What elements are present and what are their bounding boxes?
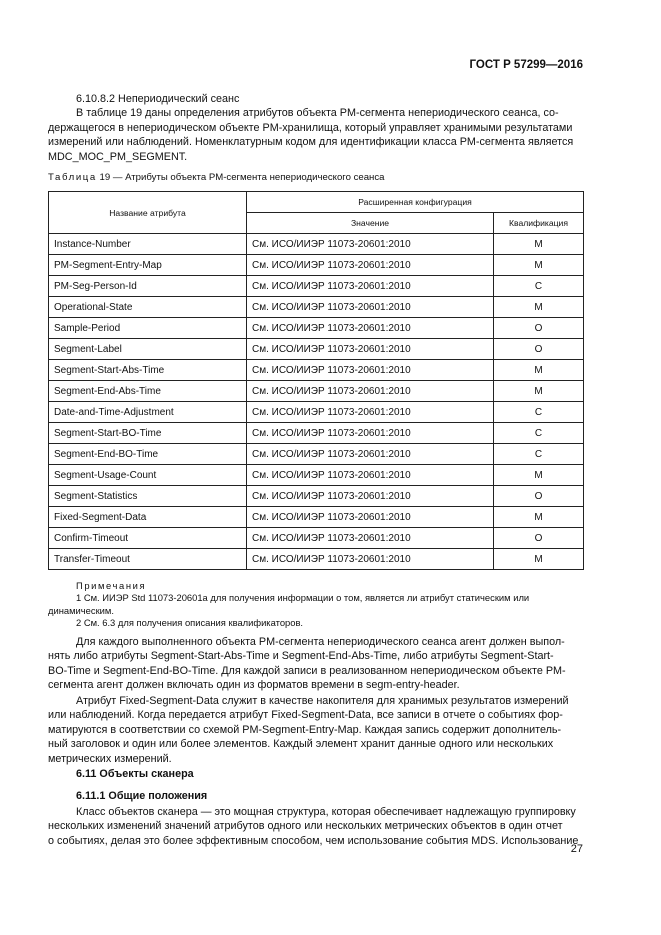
- attribute-name-cell: Instance-Number: [49, 234, 247, 255]
- attribute-name-cell: Segment-End-Abs-Time: [49, 381, 247, 402]
- attribute-qualification-cell: M: [494, 381, 584, 402]
- attribute-name-cell: Date-and-Time-Adjustment: [49, 402, 247, 423]
- attribute-name-cell: Segment-Start-Abs-Time: [49, 360, 247, 381]
- attribute-value-cell: См. ИСО/ИИЭР 11073-20601:2010: [247, 276, 494, 297]
- text-line: измерений или наблюдений. Номенклатурным кодом для идентификации класса PM-сегмента является: [48, 136, 574, 149]
- table-row: [49, 486, 584, 507]
- text-line: BO-Time и Segment-End-BO-Time. Для каждой записи в реализованном непериодическом объекте PM-: [48, 664, 566, 677]
- table-row: [49, 339, 584, 360]
- attribute-value-cell: См. ИСО/ИИЭР 11073-20601:2010: [247, 297, 494, 318]
- attribute-name-cell: Segment-Statistics: [49, 486, 247, 507]
- attribute-value-cell: См. ИСО/ИИЭР 11073-20601:2010: [247, 444, 494, 465]
- table-row: [49, 276, 584, 297]
- paragraph-agent: [48, 635, 584, 693]
- page-number: 27: [570, 843, 583, 855]
- paragraph: [48, 106, 584, 164]
- attribute-qualification-cell: C: [494, 276, 584, 297]
- text-line: сегмента агент должен включать один из форматов времени в segm-entry-header.: [48, 679, 460, 692]
- section-6-10-8-2: [48, 92, 584, 164]
- attribute-qualification-cell: C: [494, 402, 584, 423]
- attribute-name-cell: Sample-Period: [49, 318, 247, 339]
- table-row: [49, 381, 584, 402]
- table-row: [49, 360, 584, 381]
- table-row: [49, 297, 584, 318]
- table-row: [49, 549, 584, 570]
- attribute-name-cell: Segment-Start-BO-Time: [49, 423, 247, 444]
- note-line: 2 См. 6.3 для получения описания квалификаторов.: [76, 617, 304, 629]
- attribute-qualification-cell: M: [494, 507, 584, 528]
- attribute-name-cell: Fixed-Segment-Data: [49, 507, 247, 528]
- header-attribute-name: Название атрибута: [49, 192, 247, 234]
- attribute-name-cell: Confirm-Timeout: [49, 528, 247, 549]
- section-6-11-1-text: [48, 805, 584, 848]
- table-caption: [48, 172, 384, 183]
- text-line: держащегося в непериодическом объекте PM-хранилища, который управляет хранимыми результатами: [48, 121, 573, 134]
- table-caption-text: 19 — Атрибуты объекта PM-сегмента непериодического сеанса: [96, 172, 385, 183]
- attribute-value-cell: См. ИСО/ИИЭР 11073-20601:2010: [247, 507, 494, 528]
- attribute-qualification-cell: M: [494, 360, 584, 381]
- text-line: Атрибут Fixed-Segment-Data служит в качестве накопителя для хранимых результатов измерений: [76, 695, 569, 707]
- header-value: Значение: [247, 213, 494, 234]
- section-heading: 6.10.8.2 Непериодический сеанс: [76, 93, 240, 105]
- table-row: [49, 465, 584, 486]
- attribute-value-cell: См. ИСО/ИИЭР 11073-20601:2010: [247, 255, 494, 276]
- text-line: нять либо атрибуты Segment-Start-Abs-Time и Segment-End-Abs-Time, либо атрибуты Segment-Start-: [48, 650, 554, 663]
- text-line: матируются в соответствии со схемой PM-Segment-Entry-Map. Каждая запись содержит дополнитель-: [48, 723, 562, 736]
- table-row: [49, 318, 584, 339]
- attribute-name-cell: Transfer-Timeout: [49, 549, 247, 570]
- attribute-value-cell: См. ИСО/ИИЭР 11073-20601:2010: [247, 528, 494, 549]
- attribute-value-cell: См. ИСО/ИИЭР 11073-20601:2010: [247, 423, 494, 444]
- section-heading-6-11-1: 6.11.1 Общие положения: [76, 790, 208, 802]
- attribute-qualification-cell: C: [494, 423, 584, 444]
- attribute-value-cell: См. ИСО/ИИЭР 11073-20601:2010: [247, 339, 494, 360]
- attribute-name-cell: Segment-End-BO-Time: [49, 444, 247, 465]
- attribute-name-cell: Segment-Label: [49, 339, 247, 360]
- attribute-value-cell: См. ИСО/ИИЭР 11073-20601:2010: [247, 486, 494, 507]
- text-line: Класс объектов сканера — это мощная структура, которая обеспечивает надлежащую группировку: [76, 806, 576, 818]
- attribute-qualification-cell: O: [494, 318, 584, 339]
- table-row: [49, 423, 584, 444]
- notes-title: Примечания: [76, 580, 147, 591]
- text-line: Для каждого выполненного объекта PM-сегмента непериодического сеанса агент должен выпол-: [76, 636, 565, 648]
- attribute-value-cell: См. ИСО/ИИЭР 11073-20601:2010: [247, 234, 494, 255]
- attribute-qualification-cell: O: [494, 486, 584, 507]
- attribute-value-cell: См. ИСО/ИИЭР 11073-20601:2010: [247, 465, 494, 486]
- table-row: [49, 234, 584, 255]
- header-qualification: Квалификация: [494, 213, 584, 234]
- table-row: [49, 528, 584, 549]
- attribute-qualification-cell: M: [494, 465, 584, 486]
- standard-designation: ГОСТ Р 57299—2016: [469, 59, 583, 71]
- table-caption-prefix: Таблица: [48, 172, 97, 183]
- table-notes: [48, 580, 584, 630]
- text-line: нескольких изменений значений атрибутов одного или нескольких метрических объектов в один отчет: [48, 820, 563, 833]
- attribute-qualification-cell: O: [494, 528, 584, 549]
- note-line: динамическим.: [48, 604, 114, 616]
- paragraph-fixed-segment: [48, 694, 584, 766]
- attribute-value-cell: См. ИСО/ИИЭР 11073-20601:2010: [247, 381, 494, 402]
- text-line: о событиях, делая это более эффективным способом, чем использование события MDS. Использование: [48, 834, 579, 847]
- attribute-qualification-cell: C: [494, 444, 584, 465]
- attributes-table: [48, 191, 584, 570]
- attribute-qualification-cell: O: [494, 339, 584, 360]
- table-row: [49, 255, 584, 276]
- text-line: В таблице 19 даны определения атрибутов объекта PM-сегмента непериодического сеанса, со-: [76, 107, 559, 120]
- table-row: [49, 444, 584, 465]
- text-line: ный заголовок и один или более элементов. Каждый элемент хранит данные одного или нескольких: [48, 738, 554, 751]
- attribute-qualification-cell: M: [494, 234, 584, 255]
- table-row: [49, 402, 584, 423]
- attribute-qualification-cell: M: [494, 549, 584, 570]
- section-heading-6-11: 6.11 Объекты сканера: [76, 768, 194, 780]
- table-row: [49, 507, 584, 528]
- attribute-name-cell: Operational-State: [49, 297, 247, 318]
- table-body: [49, 234, 584, 570]
- attribute-value-cell: См. ИСО/ИИЭР 11073-20601:2010: [247, 360, 494, 381]
- attribute-value-cell: См. ИСО/ИИЭР 11073-20601:2010: [247, 402, 494, 423]
- header-extended-config: Расширенная конфигурация: [247, 192, 584, 213]
- attribute-qualification-cell: M: [494, 255, 584, 276]
- attribute-value-cell: См. ИСО/ИИЭР 11073-20601:2010: [247, 318, 494, 339]
- text-line: или наблюдений. Когда передается атрибут Fixed-Segment-Data, все записи в отчете о событиях фор-: [48, 709, 563, 722]
- text-line: метрических измерений.: [48, 752, 172, 765]
- attribute-name-cell: PM-Segment-Entry-Map: [49, 255, 247, 276]
- attribute-qualification-cell: M: [494, 297, 584, 318]
- attribute-name-cell: PM-Seg-Person-Id: [49, 276, 247, 297]
- note-line: 1 См. ИИЭР Std 11073-20601a для получения информации о том, является ли атрибут статическим или: [76, 592, 530, 604]
- attribute-name-cell: Segment-Usage-Count: [49, 465, 247, 486]
- attribute-value-cell: См. ИСО/ИИЭР 11073-20601:2010: [247, 549, 494, 570]
- text-line: MDC_MOC_PM_SEGMENT.: [48, 150, 188, 163]
